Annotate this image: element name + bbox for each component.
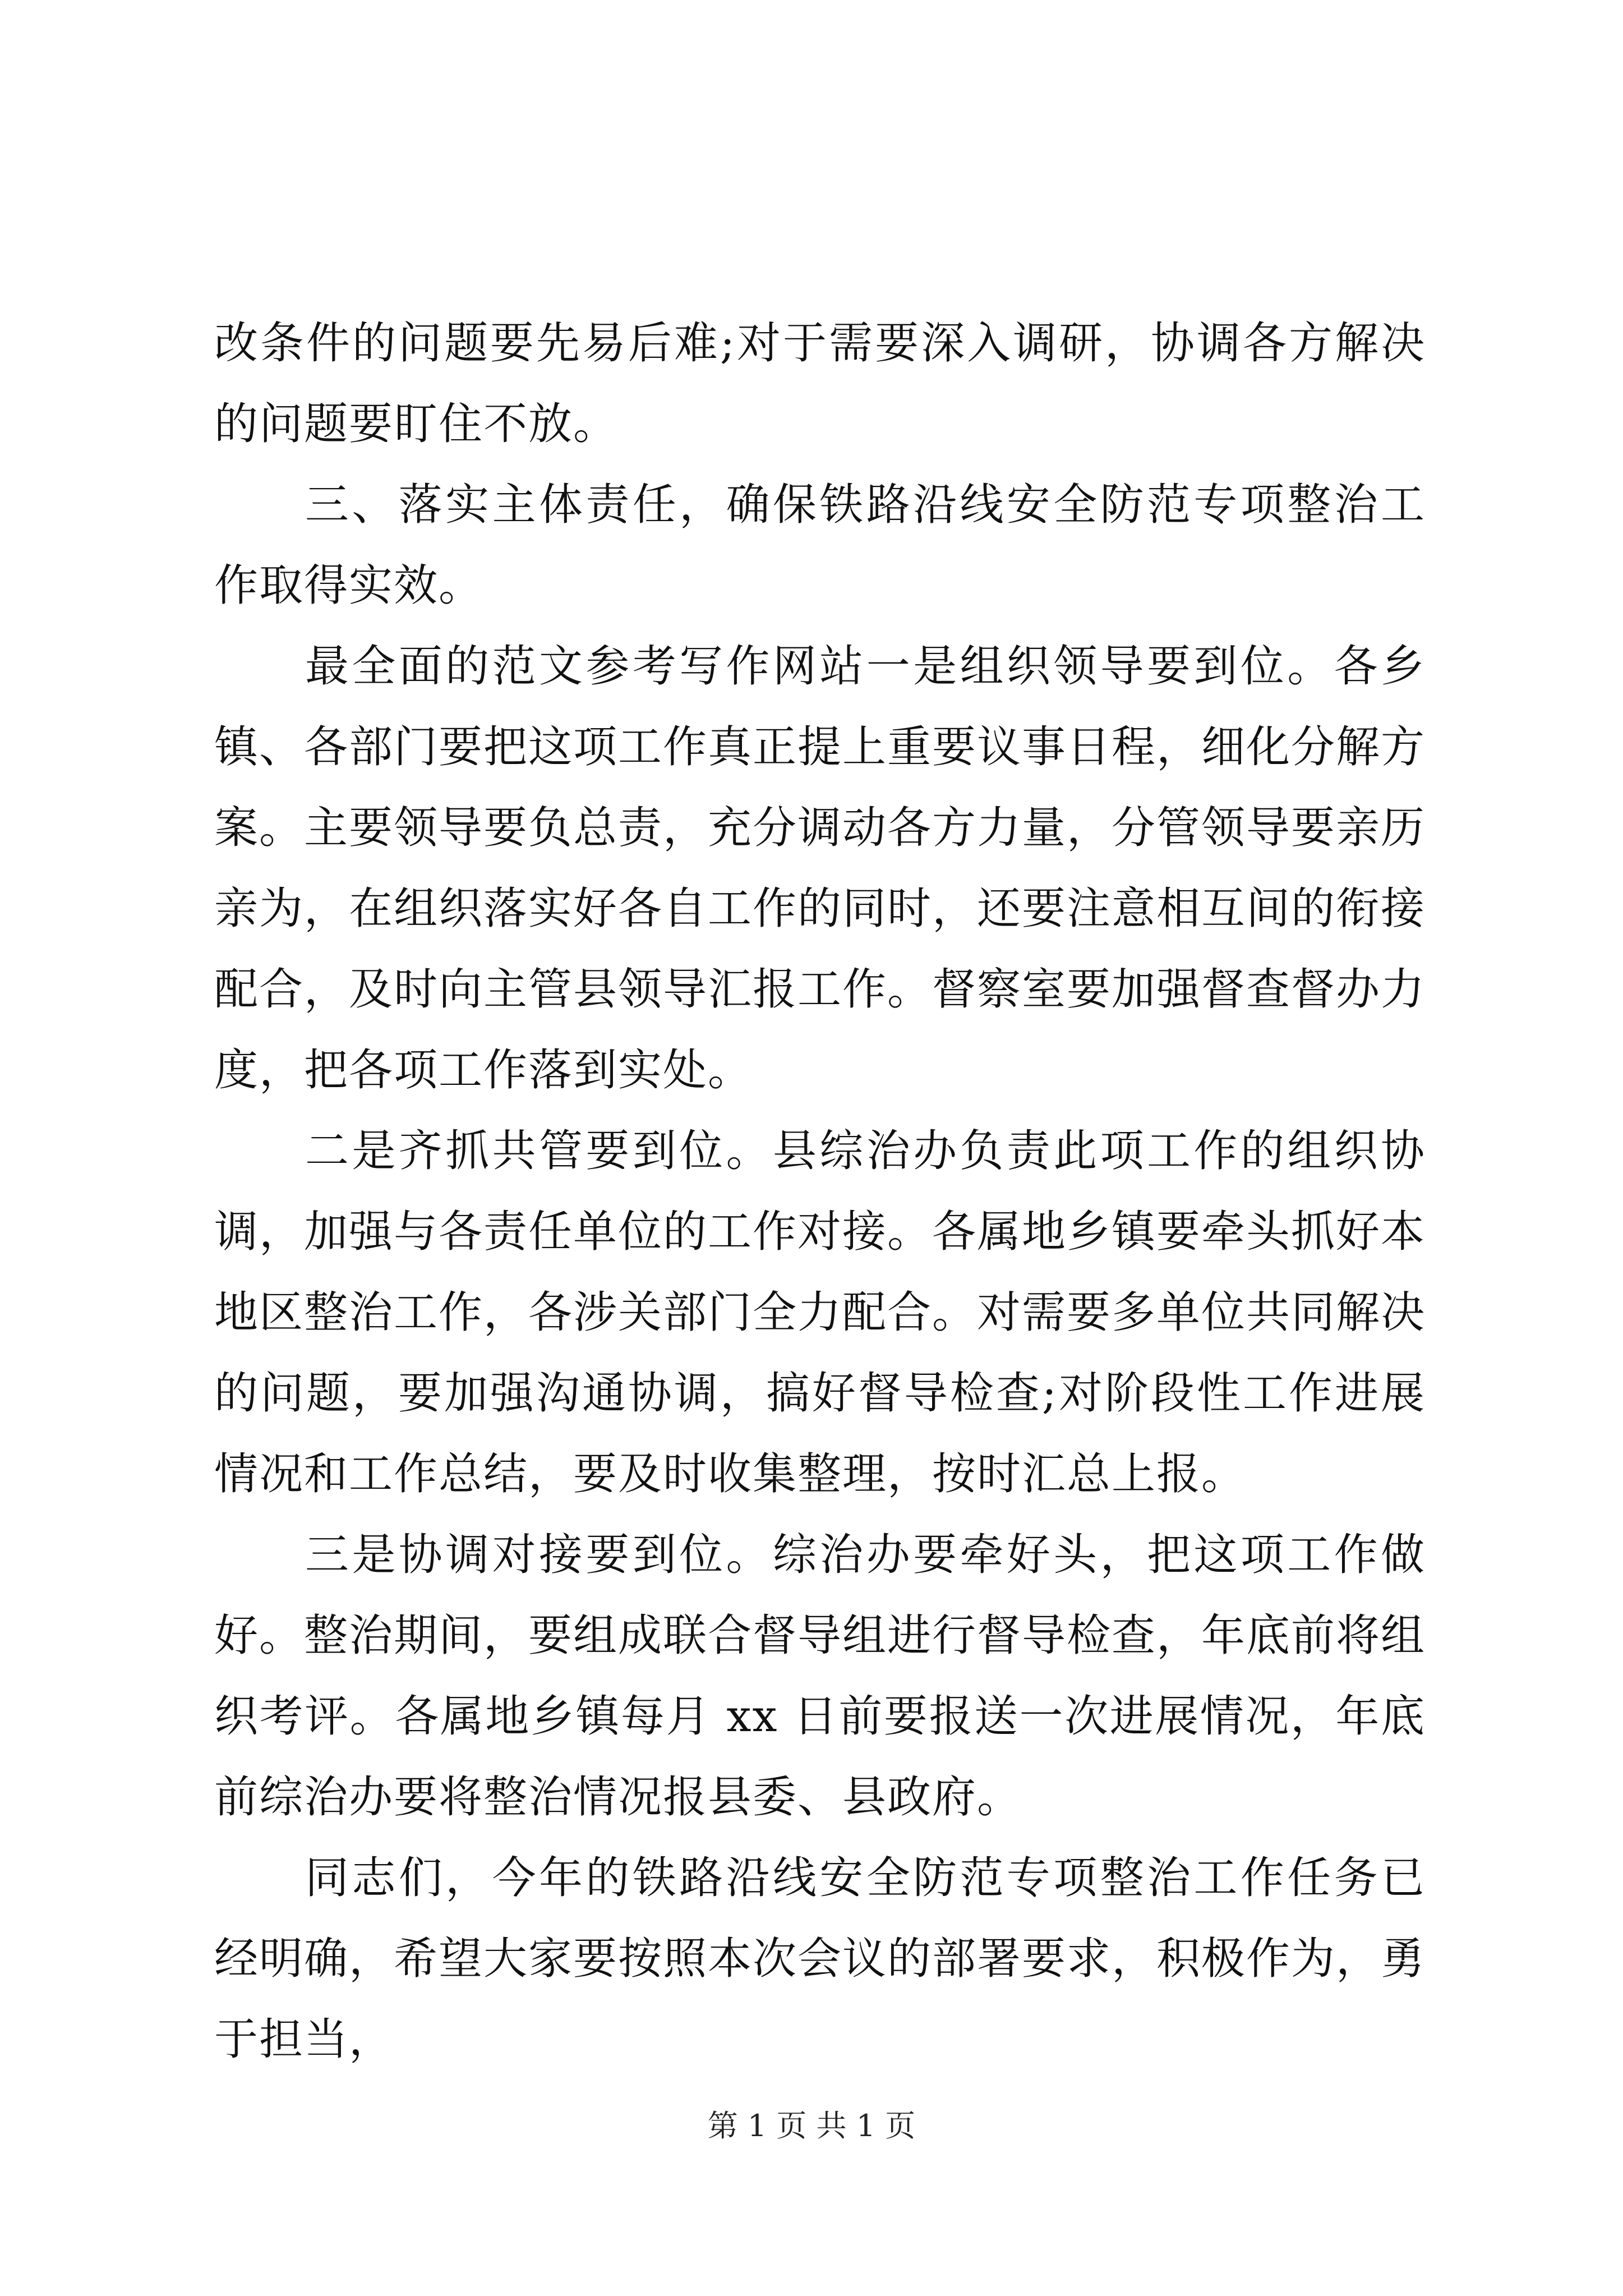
paragraph-closing: 同志们，今年的铁路沿线安全防范专项整治工作任务已经明确，希望大家要按照本次会议的部署要求，积极作为，勇于担当， — [214, 1853, 1426, 2065]
document-body — [214, 303, 1426, 2080]
page-footer: 第 1 页 共 1 页 — [707, 2108, 916, 2143]
paragraph-organization-leadership: 最全面的范文参考写作网站一是组织领导要到位。各乡镇、各部门要把这项工作真正提上重要议事日程，细化分解方案。主要领导要负总责，充分调动各方力量，分管领导要亲历亲为，在组织落实好各自工作的同时，还要注意相互间的衔接配合，及时向主管县领导汇报工作。督察室要加强督查督办力度，把各项工作落到实处。 — [214, 641, 1426, 1096]
paragraph-coordination: 三是协调对接要到位。综治办要牵好头，把这项工作做好。整治期间，要组成联合督导组进行督导检查，年底前将组织考评。各属地乡镇每月 xx 日前要报送一次进展情况，年底前综治办要将整治情况报县委、县政府。 — [214, 1530, 1426, 1823]
paragraph-section-heading: 三、落实主体责任，确保铁路沿线安全防范专项整治工作取得实效。 — [214, 480, 1426, 611]
paragraph-joint-management: 二是齐抓共管要到位。县综治办负责此项工作的组织协调，加强与各责任单位的工作对接。各属地乡镇要牵头抓好本地区整治工作，各涉关部门全力配合。对需要多单位共同解决的问题，要加强沟通协调，搞好督导检查;对阶段性工作进展情况和工作总结，要及时收集整理，按时汇总上报。 — [214, 1126, 1426, 1499]
paragraph-continuation: 改条件的问题要先易后难;对于需要深入调研，协调各方解决的问题要盯住不放。 — [214, 318, 1426, 449]
